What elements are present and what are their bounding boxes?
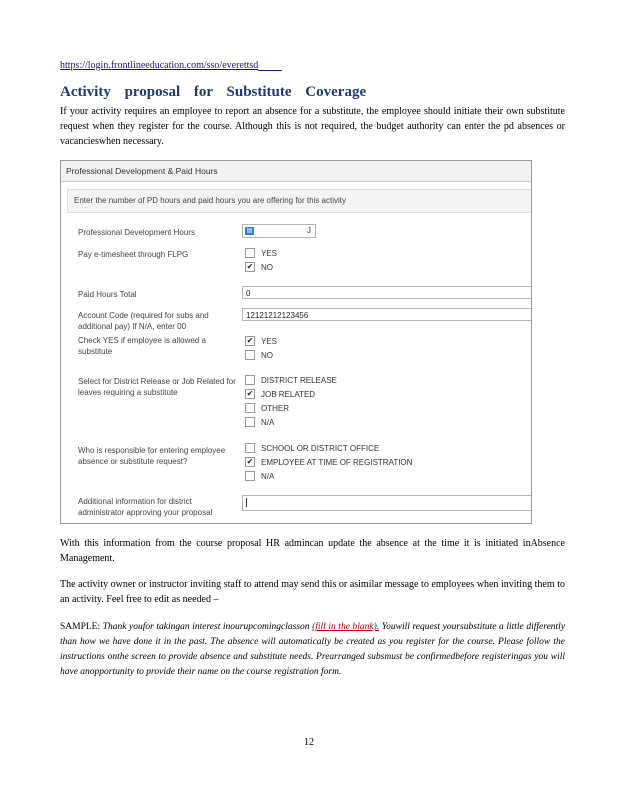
checkbox-checked-icon[interactable]: ✔	[246, 457, 254, 466]
account-code-label: Account Code (required for subs and additional pay) If N/A, enter 00	[78, 311, 209, 331]
checkbox-icon[interactable]	[245, 471, 255, 481]
responsible-na-option[interactable]: N/A	[245, 471, 274, 483]
allowed-sub-label: Check YES if employee is allowed a substitute	[78, 336, 206, 356]
pd-hours-label: Professional Development Hours	[78, 228, 195, 237]
allowed-sub-yes[interactable]: ✔ YES	[246, 336, 278, 346]
checkbox-checked-icon[interactable]: ✔	[246, 336, 254, 345]
pay-timesheet-label: Pay e-timesheet through FLPG	[78, 250, 189, 259]
other-option[interactable]: OTHER	[245, 403, 289, 415]
job-related-option[interactable]: ✔ JOB RELATED	[246, 389, 316, 399]
checkbox-icon[interactable]	[245, 443, 255, 453]
school-district-office-option[interactable]: SCHOOL OR DISTRICT OFFICE	[245, 443, 379, 455]
additional-info-input[interactable]	[242, 495, 531, 511]
page-number: 12	[304, 737, 314, 748]
sample-fill-blank: (fill in the blank).	[312, 622, 380, 632]
checkbox-icon[interactable]	[245, 350, 255, 360]
form-instruction: Enter the number of PD hours and paid hours you are offering for this activity	[67, 189, 531, 213]
checkbox-icon[interactable]	[245, 417, 255, 427]
sample-message	[60, 620, 565, 680]
frontline-login-link[interactable]: https://login.frontlineeducation.com/sso/everettsd	[60, 60, 282, 71]
checkbox-checked-icon[interactable]: ✔	[246, 262, 254, 271]
hr-admin-paragraph: With this information from the course proposal HR admincan update the absence at the time it is initiated inAbsence Management.	[60, 538, 565, 564]
pay-timesheet-yes[interactable]: YES	[245, 248, 277, 260]
responsible-label: Who is responsible for entering employee absence or substitute request?	[78, 446, 226, 466]
form-header: Professional Development & Paid Hours	[61, 161, 531, 182]
additional-info-label: Additional information for district administrator approving your proposal	[78, 497, 213, 517]
checkbox-checked-icon[interactable]: ✔	[246, 389, 254, 398]
paid-hours-input[interactable]: 0	[242, 286, 531, 299]
account-code-input[interactable]: 12121212123456	[242, 308, 531, 321]
release-na-option[interactable]: N/A	[245, 417, 274, 429]
allowed-sub-no[interactable]: NO	[245, 350, 273, 362]
district-release-option[interactable]: DISTRICT RELEASE	[245, 375, 337, 387]
invite-paragraph: The activity owner or instructor inviting staff to attend may send this or asimilar message to employees when inviting them to an activity. Feel free to edit as needed –	[60, 579, 565, 605]
checkbox-icon[interactable]	[245, 403, 255, 413]
pay-timesheet-no[interactable]: ✔ NO	[246, 262, 273, 272]
intro-paragraph: If your activity requires an employee to report an absence for a substitute, the employee should initiate their own substitute request when they register for the course. Although this is not required, the budget authority can enter the pd absences or vacancieswhen necessary.	[60, 106, 565, 147]
text-caret	[246, 498, 247, 507]
page-title: Activity proposal for Substitute Coverage	[60, 84, 367, 100]
sample-lead: SAMPLE:	[60, 622, 101, 632]
pd-hours-input[interactable]: ▤ J	[242, 224, 316, 238]
pd-hours-form-screenshot	[60, 160, 532, 524]
checkbox-icon[interactable]	[245, 375, 255, 385]
district-release-label: Select for District Release or Job Related for leaves requiring a substitute	[78, 377, 236, 397]
stepper-icon[interactable]: ▤	[246, 228, 253, 234]
paid-hours-label: Paid Hours Total	[78, 290, 137, 299]
sample-text-before: Thank youfor takingan interest inourupcomingclasson	[102, 622, 310, 632]
sample-text-after: Youwill request yoursubstitute a little differently than how we have done it in the past. The absence will automatically be created as you register for the course. Please follow the instructions onthe screen to provide absence and substitute needs. Prearranged subsmust be confirmedbefore registeringas you will have anopportunity to provide their name on the course registration form.	[60, 622, 566, 677]
checkbox-icon[interactable]	[245, 248, 255, 258]
employee-at-registration-option[interactable]: ✔ EMPLOYEE AT TIME OF REGISTRATION	[246, 457, 413, 467]
